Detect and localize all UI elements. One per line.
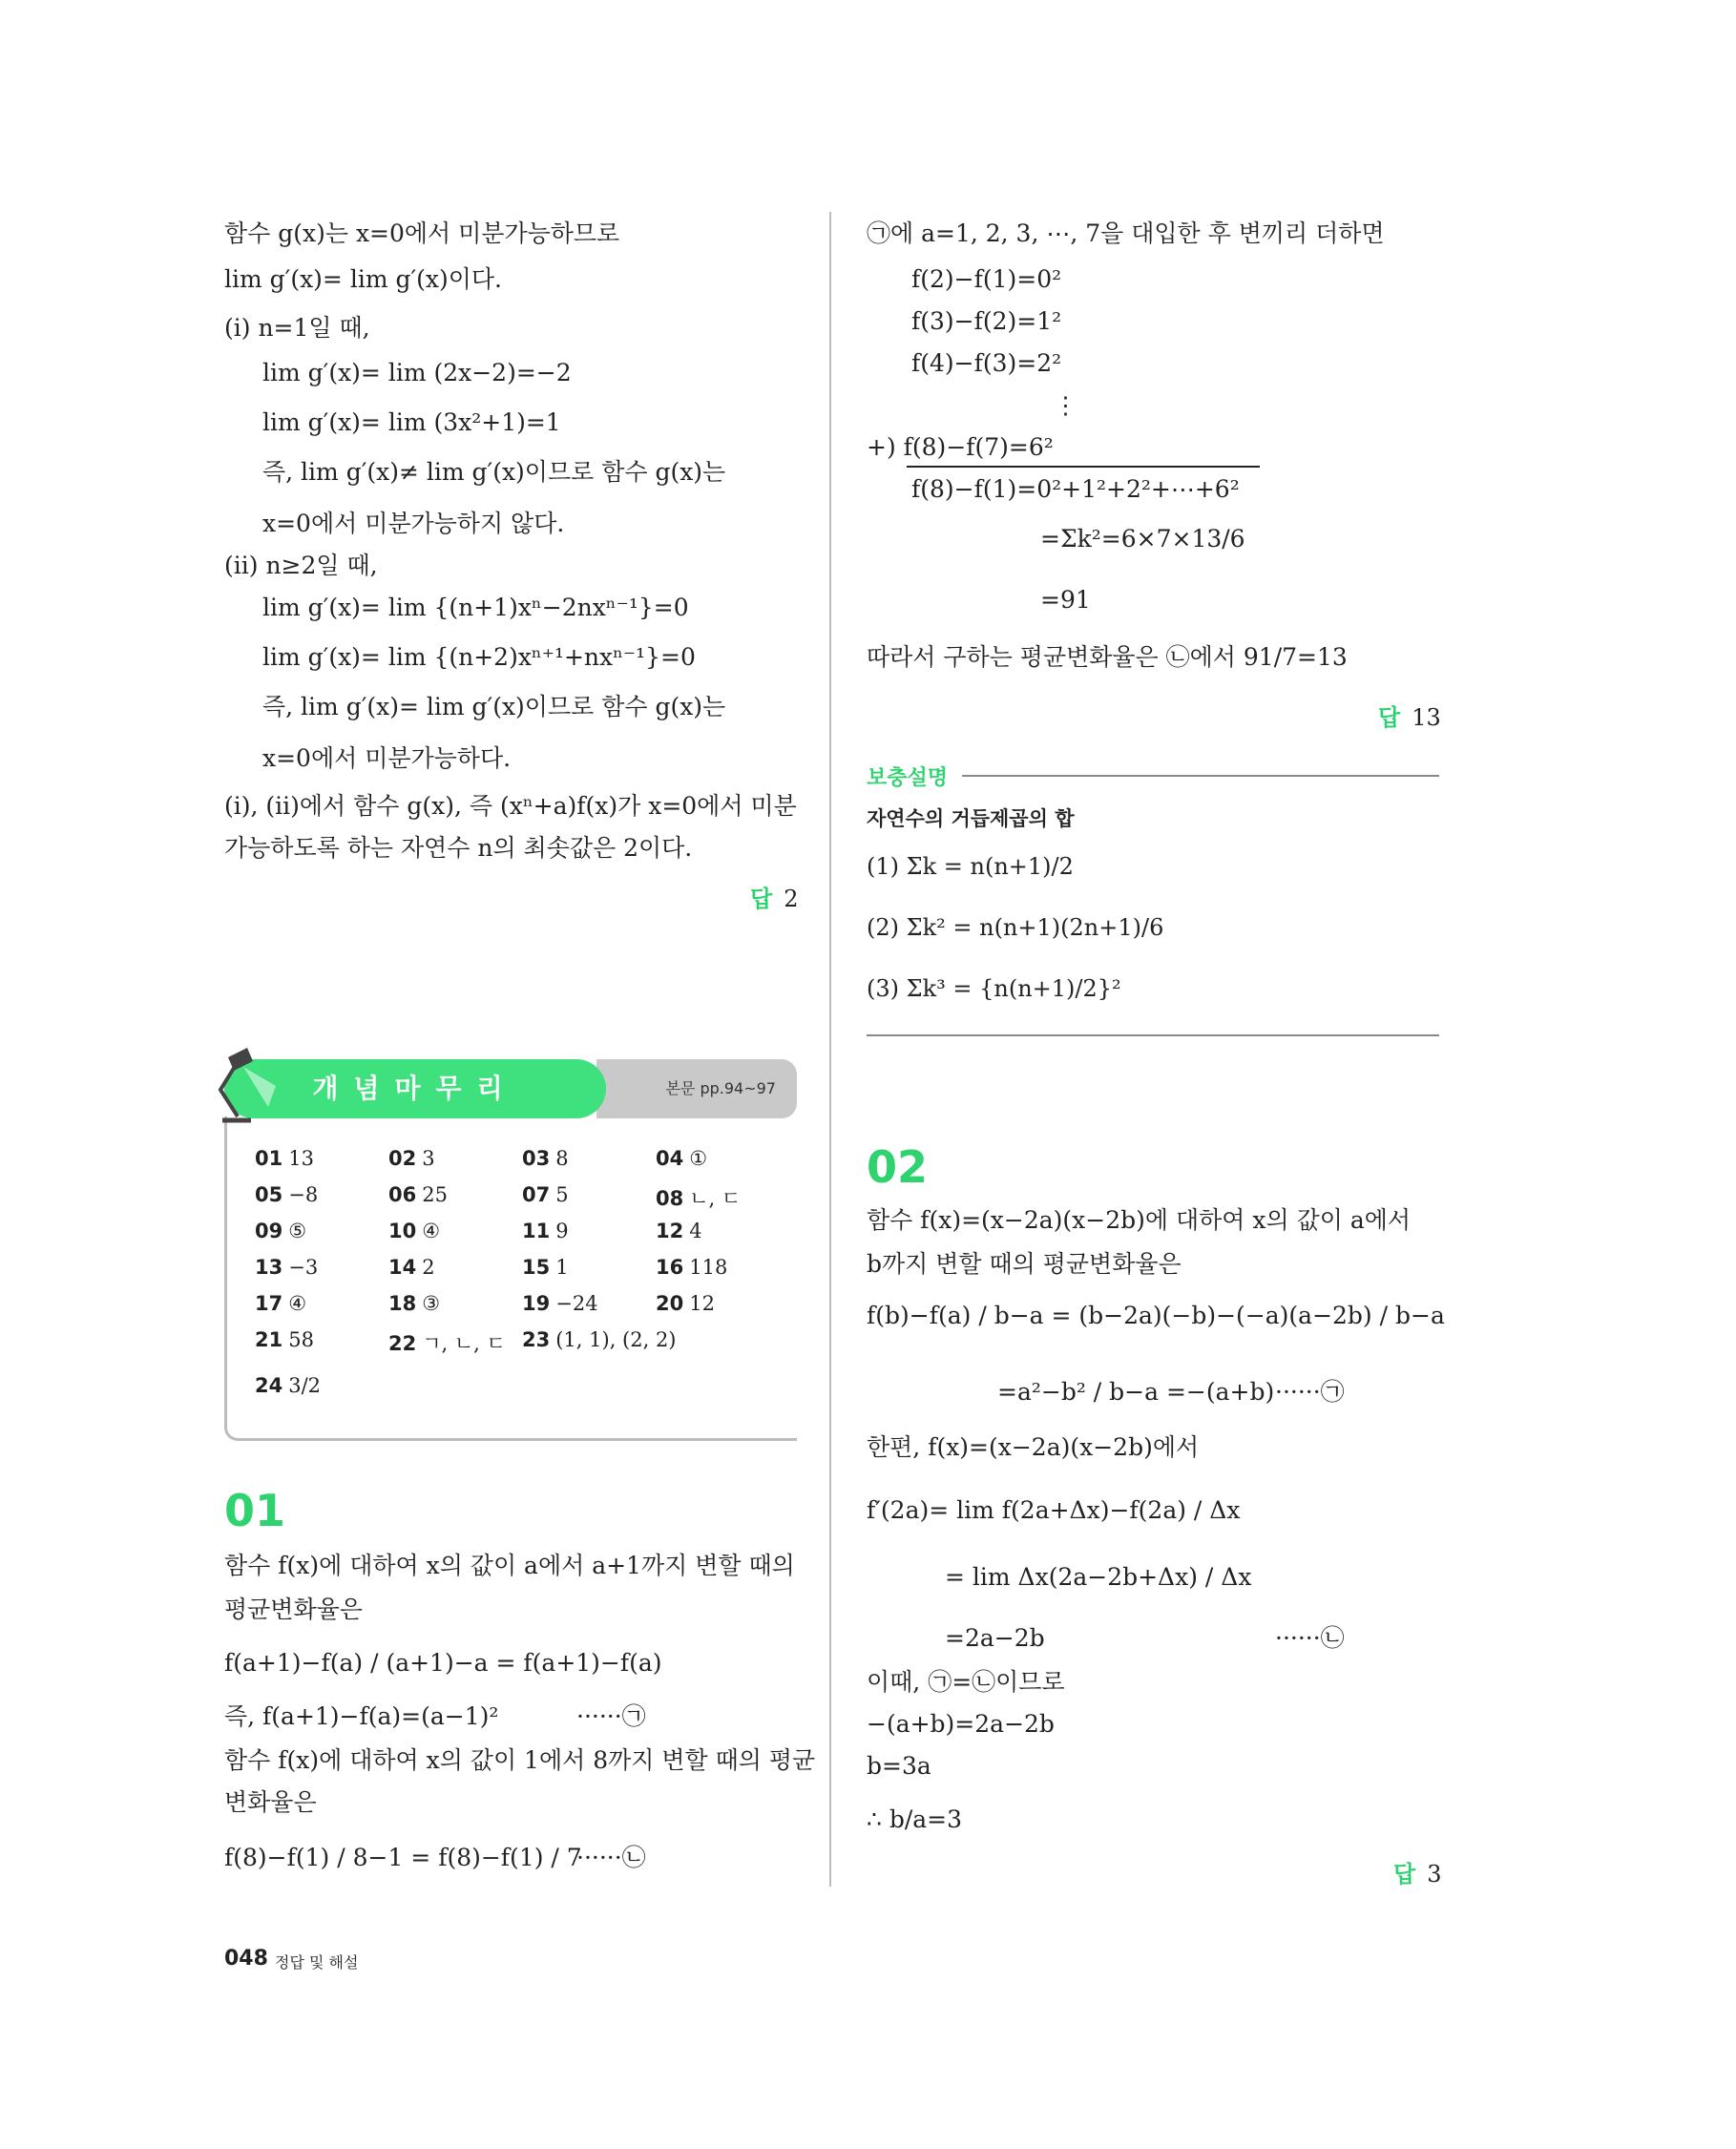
formula-line: (3) Σk³ = {n(n+1)/2}²	[867, 975, 1121, 1002]
answer-item: 20 12	[656, 1292, 715, 1315]
text-line: 함수 g(x)는 x=0에서 미분가능하므로	[224, 219, 620, 247]
answer-item: 03 8	[522, 1147, 569, 1170]
answer-item: 08 ㄴ, ㄷ	[656, 1187, 742, 1210]
math-line: f(3)−f(2)=1²	[911, 307, 1062, 335]
math-line: b=3a	[867, 1752, 931, 1780]
column-divider	[829, 212, 831, 1887]
formula-line: (2) Σk² = n(n+1)(2n+1)/6	[867, 914, 1164, 941]
math-line: lim g′(x)= lim (2x−2)=−2	[262, 359, 572, 386]
math-line: f(4)−f(3)=2²	[911, 349, 1062, 377]
answer-value: 3	[1427, 1861, 1442, 1888]
text-line: x=0에서 미분가능하다.	[262, 744, 512, 772]
answer-item: 17 ④	[255, 1292, 307, 1315]
math-line: = lim Δx(2a−2b+Δx) / Δx	[945, 1563, 1252, 1591]
answer	[750, 880, 798, 913]
math-line: f′(2a)= lim f(2a+Δx)−f(2a) / Δx	[867, 1496, 1241, 1524]
supplement-title: 자연수의 거듭제곱의 합	[867, 807, 1075, 830]
lamp-icon	[209, 1048, 276, 1124]
text-line: ㉠에 a=1, 2, 3, ⋯, 7을 대입한 후 변끼리 더하면	[867, 219, 1385, 247]
math-line: 즉, lim g′(x)= lim g′(x)이므로 함수 g(x)는	[262, 693, 726, 720]
math-line: lim g′(x)= lim {(n+2)xⁿ⁺¹+nxⁿ⁻¹}=0	[262, 643, 696, 671]
problem-number: 02	[867, 1141, 929, 1193]
answer	[1378, 699, 1441, 732]
footer-label: 정답 및 해설	[275, 1953, 359, 1972]
math-line: lim g′(x)= lim {(n+1)xⁿ−2nxⁿ⁻¹}=0	[262, 594, 689, 621]
text-line: (ⅰ), (ⅱ)에서 함수 g(x), 즉 (xⁿ+a)f(x)가 x=0에서 미분	[224, 792, 797, 820]
equation-tag: ······㉡	[1275, 1624, 1345, 1652]
answer-item: 11 9	[522, 1220, 569, 1242]
text-line: 가능하도록 하는 자연수 n의 최솟값은 2이다.	[224, 834, 693, 862]
answer-value: 13	[1412, 704, 1441, 731]
math-line: 즉, f(a+1)−f(a)=(a−1)²	[224, 1702, 499, 1730]
answer-item: 24 3/2	[255, 1374, 322, 1397]
math-line: 즉, lim g′(x)≠ lim g′(x)이므로 함수 g(x)는	[262, 458, 726, 486]
answer	[1393, 1855, 1441, 1888]
answer-item: 05 −8	[255, 1183, 319, 1206]
equation-tag: ······㉠	[576, 1702, 646, 1730]
answer-item: 22 ㄱ, ㄴ, ㄷ	[388, 1332, 506, 1355]
answer-item: 15 1	[522, 1256, 569, 1279]
math-line: ∴ b/a=3	[867, 1805, 963, 1833]
text-line: 함수 f(x)에 대하여 x의 값이 1에서 8까지 변할 때의 평균	[224, 1746, 816, 1774]
math-line: f(8)−f(1) / 8−1 = f(8)−f(1) / 7	[224, 1844, 582, 1871]
text-line: 한편, f(x)=(x−2a)(x−2b)에서	[867, 1433, 1200, 1461]
answer-item: 04 ①	[656, 1147, 708, 1170]
concept-summary-box	[224, 1059, 797, 1441]
equation-tag: ······㉡	[576, 1844, 646, 1871]
answer-value: 2	[784, 886, 799, 912]
page-reference: 본문 pp.94~97	[596, 1059, 797, 1118]
supplement-heading: 보충설명	[867, 766, 949, 790]
answer-item: 01 13	[255, 1147, 314, 1170]
equation-tag: ······㉠	[1275, 1378, 1345, 1406]
text-line: 함수 f(x)=(x−2a)(x−2b)에 대하여 x의 값이 a에서	[867, 1206, 1412, 1234]
math-line: lim g′(x)= lim (3x²+1)=1	[262, 408, 561, 436]
concept-title: 개념마무리	[224, 1059, 606, 1118]
math-line: f(b)−f(a) / b−a = (b−2a)(−b)−(−a)(a−2b) / b−a	[867, 1302, 1445, 1329]
math-line: =Σk²=6×7×13/6	[1040, 525, 1245, 553]
answer-item: 23 (1, 1), (2, 2)	[522, 1328, 677, 1351]
problem-number: 01	[224, 1485, 286, 1536]
math-line: f(a+1)−f(a) / (a+1)−a = f(a+1)−f(a)	[224, 1649, 662, 1677]
supplement-bottom-rule	[867, 1034, 1439, 1036]
vertical-ellipsis: ⋮	[1054, 391, 1077, 419]
supplement-rule	[962, 775, 1439, 777]
answer-item: 07 5	[522, 1183, 569, 1206]
answer-item: 21 58	[255, 1328, 314, 1351]
text-line: 이때, ㉠=㉡이므로	[867, 1668, 1065, 1696]
text-line: (ⅰ) n=1일 때,	[224, 314, 370, 342]
text-line: b까지 변할 때의 평균변화율은	[867, 1250, 1182, 1278]
answer-label: 답	[1378, 704, 1401, 731]
answer-item: 06 25	[388, 1183, 448, 1206]
text-line: 평균변화율은	[224, 1596, 363, 1623]
answer-label: 답	[750, 886, 773, 912]
text-line: (ⅱ) n≥2일 때,	[224, 552, 378, 579]
math-line: =a²−b² / b−a =−(a+b)	[997, 1378, 1275, 1406]
answer-item: 12 4	[656, 1220, 702, 1242]
formula-line: (1) Σk = n(n+1)/2	[867, 853, 1074, 880]
answer-item: 19 −24	[522, 1292, 598, 1315]
math-line: −(a+b)=2a−2b	[867, 1710, 1055, 1738]
answer-item: 13 −3	[255, 1256, 319, 1279]
answer-item: 14 2	[388, 1256, 435, 1279]
answer-item: 16 118	[656, 1256, 728, 1279]
text-line: x=0에서 미분가능하지 않다.	[262, 510, 565, 537]
sum-rule	[907, 466, 1260, 468]
answer-item: 09 ⑤	[255, 1220, 307, 1242]
math-line: f(2)−f(1)=0²	[911, 265, 1062, 293]
answer-item: 02 3	[388, 1147, 435, 1170]
math-line: =2a−2b	[945, 1624, 1045, 1652]
math-line: +) f(8)−f(7)=6²	[867, 433, 1054, 461]
page-number: 048	[224, 1947, 268, 1971]
math-line: =91	[1040, 586, 1091, 614]
math-line: f(8)−f(1)=0²+1²+2²+⋯+6²	[911, 475, 1240, 503]
text-line: 따라서 구하는 평균변화율은 ㉡에서 91/7=13	[867, 643, 1348, 671]
text-line: 변화율은	[224, 1788, 317, 1816]
answer-label: 답	[1393, 1861, 1416, 1888]
text-line: lim g′(x)= lim g′(x)이다.	[224, 265, 503, 293]
text-line: 함수 f(x)에 대하여 x의 값이 a에서 a+1까지 변할 때의	[224, 1552, 795, 1579]
answer-item: 10 ④	[388, 1220, 441, 1242]
answer-item: 18 ③	[388, 1292, 441, 1315]
